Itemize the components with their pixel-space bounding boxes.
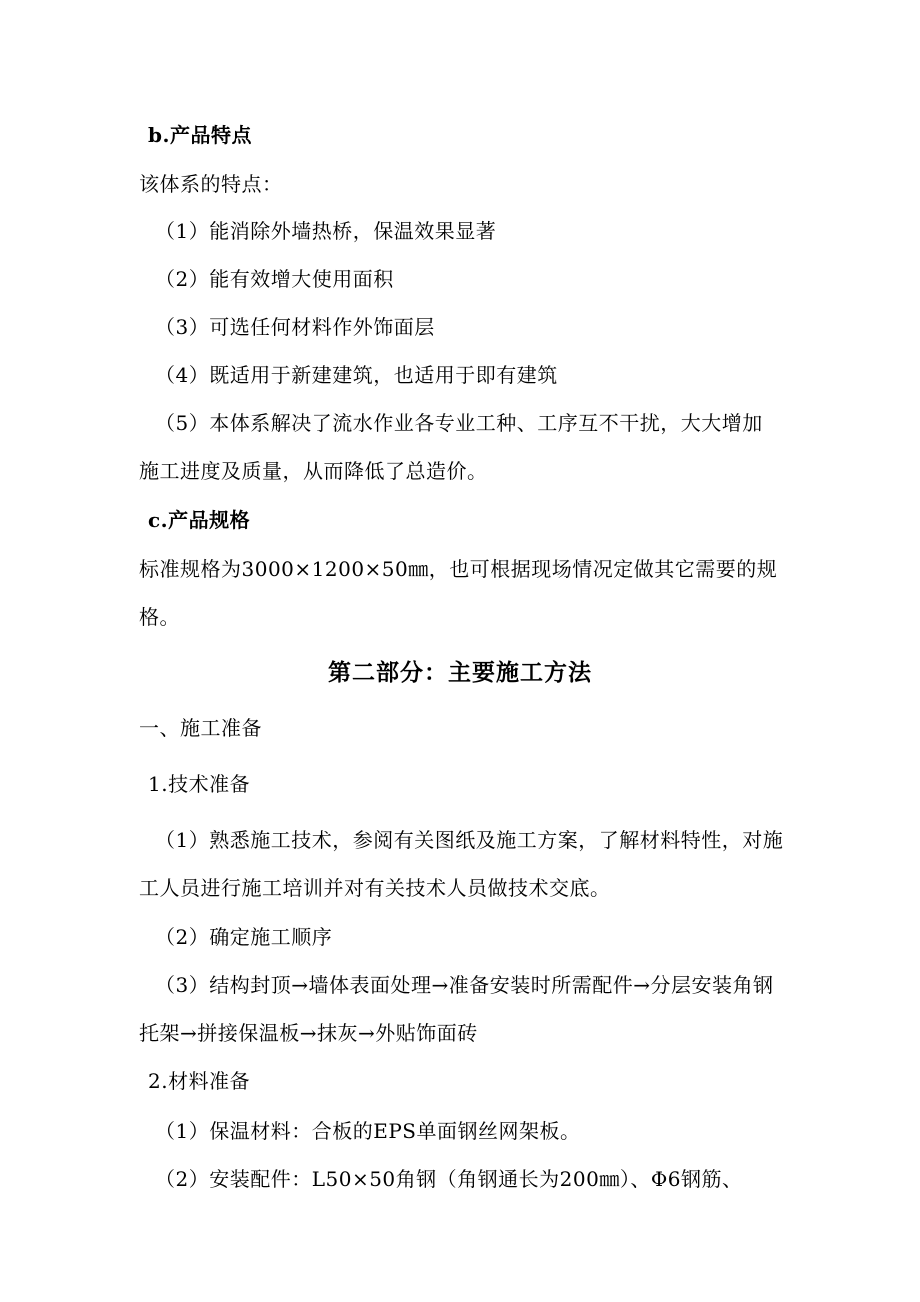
section-b-intro: 该体系的特点： (139, 172, 283, 196)
section-b-heading: b.产品特点 (148, 123, 252, 147)
feature-item-1: （1）能消除外墙热桥，保温效果显著 (155, 219, 497, 243)
prep-heading: 一、施工准备 (139, 716, 262, 740)
feature-item-2: （2）能有效增大使用面积 (155, 267, 394, 291)
tech-prep-heading: 1.技术准备 (148, 772, 251, 796)
section-c-heading: c.产品规格 (148, 508, 251, 532)
tech-item-3-line-2: 托架→拼接保温板→抹灰→外贴饰面砖 (139, 1021, 478, 1045)
feature-item-5-continued: 施工进度及质量，从而降低了总造价。 (139, 459, 488, 483)
feature-item-4: （4）既适用于新建建筑，也适用于即有建筑 (155, 363, 558, 387)
spec-line-1: 标准规格为3000×1200×50㎜，也可根据现场情况定做其它需要的规 (139, 557, 778, 581)
tech-item-1-line-2: 工人员进行施工培训并对有关技术人员做技术交底。 (139, 876, 611, 900)
tech-item-3-line-1: （3）结构封顶→墙体表面处理→准备安装时所需配件→分层安装角钢 (155, 973, 774, 997)
feature-item-3: （3）可选任何材料作外饰面层 (155, 315, 435, 339)
material-item-1: （1）保温材料：合板的EPS单面钢丝网架板。 (155, 1119, 581, 1143)
tech-item-1-line-1: （1）熟悉施工技术，参阅有关图纸及施工方案，了解材料特性，对施 (155, 828, 784, 852)
feature-item-5: （5）本体系解决了流水作业各专业工种、工序互不干扰，大大增加 (155, 411, 763, 435)
spec-line-2: 格。 (139, 605, 180, 629)
material-prep-heading: 2.材料准备 (148, 1069, 251, 1093)
material-item-2: （2）安装配件：L50×50角钢（角钢通长为200㎜）、Φ6钢筋、 (155, 1167, 743, 1191)
part2-title: 第二部分：主要施工方法 (328, 659, 592, 686)
tech-item-2: （2）确定施工顺序 (155, 925, 333, 949)
